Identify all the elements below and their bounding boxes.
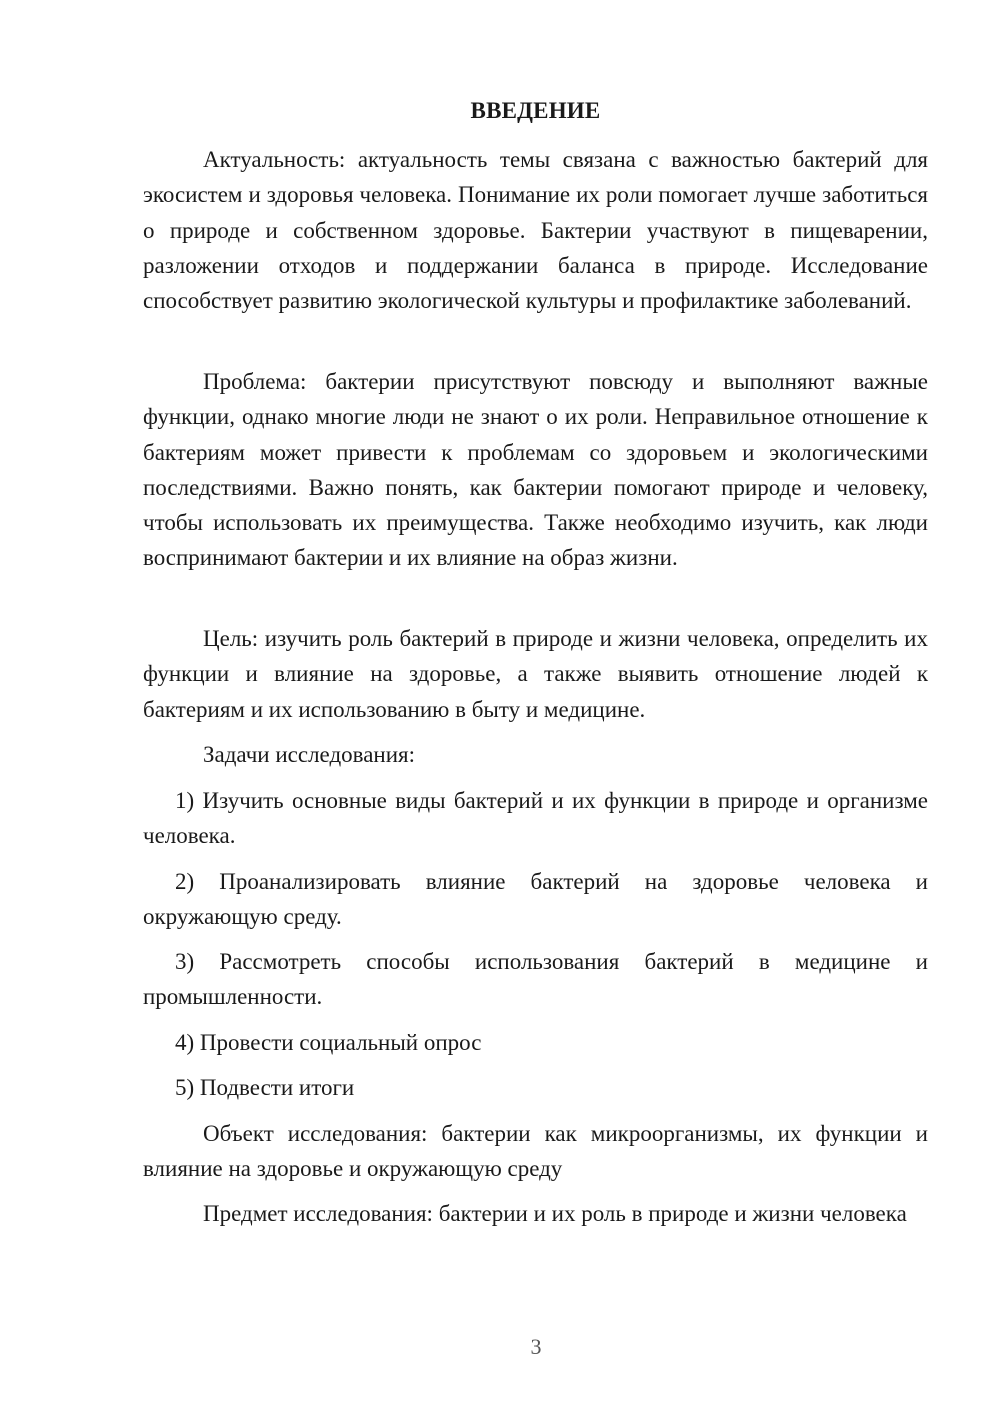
problem-paragraph: Проблема: бактерии присутствуют повсюду и выполняют важные функции, однако многие люди не знают о их роли. Неправильное отношение к бактериям может привести к проблемам со здоровьем и экологическими последствиями. Важно понять, как бактерии помогают природе и человеку, чтобы использовать их преимущества. Также необходимо изучить, как люди воспринимают бактерии и их влияние на образ жизни. [143, 369, 928, 571]
relevance-paragraph: Актуальность: актуальность темы связана с важностью бактерий для экосистем и здоровья человека. Понимание их роли помогает лучше заботиться о природе и собственном здоровье. Бактерии участвуют в пищеварении, разложении отходов и поддержании баланса в природе. Исследование способствует развитию экологической культуры и профилактике заболеваний. [143, 147, 928, 314]
tasks-heading: Задачи исследования: [203, 742, 416, 767]
task-item-2: 2) Проанализировать влияние бактерий на здоровье человека и окружающую среду. [143, 869, 928, 930]
subject-paragraph: Предмет исследования: бактерии и их роль в природе и жизни человека [203, 1201, 907, 1226]
task-item-5: 5) Подвести итоги [175, 1075, 355, 1100]
task-item-4: 4) Провести социальный опрос [175, 1030, 482, 1055]
object-paragraph: Объект исследования: бактерии как микроорганизмы, их функции и влияние на здоровье и окружающую среду [143, 1121, 928, 1182]
task-item-3: 3) Рассмотреть способы использования бактерий в медицине и промышленности. [143, 949, 928, 1010]
goal-paragraph: Цель: изучить роль бактерий в природе и жизни человека, определить их функции и влияние на здоровье, а также выявить отношение людей к бактериям и их использованию в быту и медицине. [143, 626, 928, 722]
task-item-1: 1) Изучить основные виды бактерий и их функции в природе и организме человека. [143, 788, 928, 849]
page-number: 3 [530, 1334, 542, 1359]
section-title: ВВЕДЕНИЕ [470, 98, 601, 123]
